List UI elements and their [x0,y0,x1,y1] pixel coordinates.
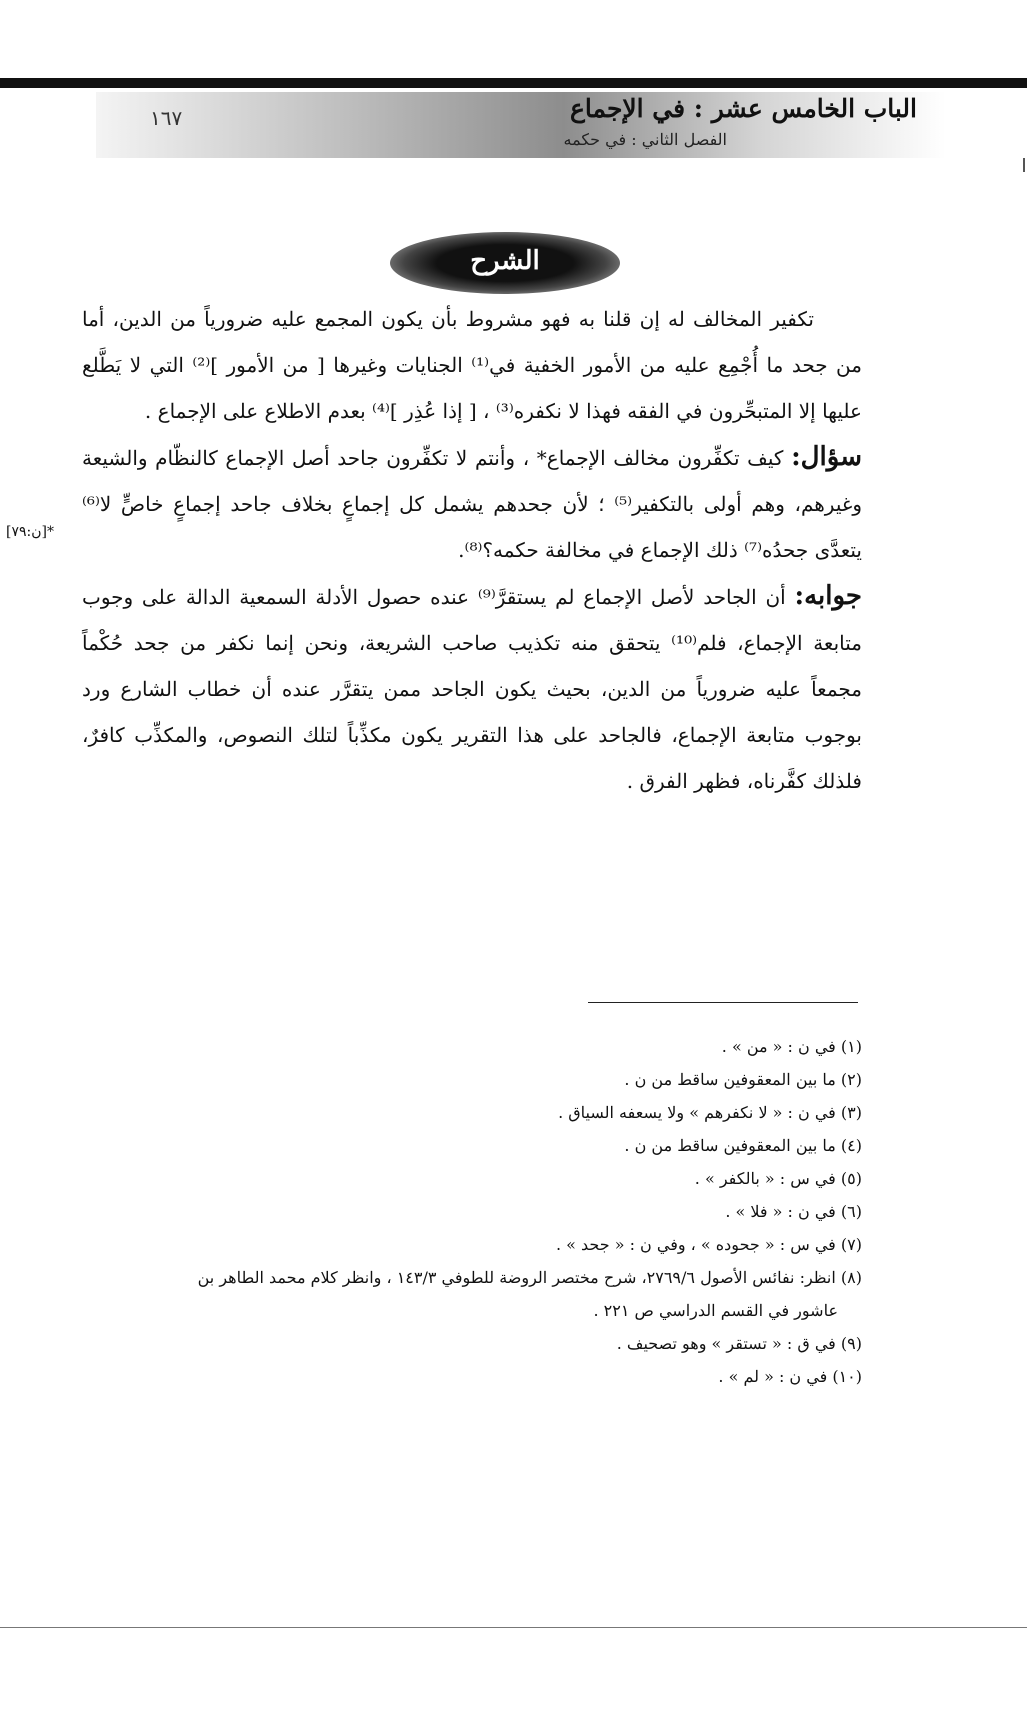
footnote-item: (٧) في س : « جحوده » ، وفي ن : « جحد » . [555,1235,862,1254]
footnote-item: (١) في ن : « من » . [721,1037,862,1056]
footnote-item: (٥) في س : « بالكفر » . [694,1169,862,1188]
question-label: سؤال: [791,442,862,472]
footnote-continuation: عاشور في القسم الدراسي ص ٢٢١ . [593,1301,838,1320]
page-number: ١٦٧ [150,106,183,130]
paragraph-answer [82,573,862,804]
paragraph-question [82,434,862,573]
answer-label: جوابه: [794,581,862,611]
footnote-item: (٢) ما بين المعقوفين ساقط من ن . [624,1070,862,1089]
paragraph-intro: تكفير المخالف له إن قلنا به فهو مشروط بأن يكون المجمع عليه ضرورياً من الدين، أما من جحد ما أُجْمِع عليه من الأمور الخفية في⁽¹⁾ الجنايات وغيرها [ من الأمور ]⁽²⁾ التي لا يَطَّلع عليها إلا المتبحِّرون في الفقه فهذا لا نكفره⁽³⁾ ، [ إذا عُذِر ]⁽⁴⁾ بعدم الاطلاع على الإجماع . [82,307,862,423]
footnote-item: (١٠) في ن : « لم » . [718,1367,862,1386]
question-text: كيف تكفِّرون مخالف الإجماع* ، وأنتم لا تكفِّرون جاحد أصل الإجماع كالنظّام والشيعة وغيرهم، وهم أولى بالتكفير⁽⁵⁾ ؛ لأن جحدهم يشمل كل إجماعٍ بخلاف جاحد إجماعٍ خاصٍّ لا⁽⁶⁾ يتعدَّى جحدُه⁽⁷⁾ ذلك الإجماع في مخالفة حكمه؟⁽⁸⁾. [82,446,862,562]
scan-mark [1023,158,1025,172]
footnote-separator [588,1002,858,1003]
margin-page-reference: [ن:٧٩]* [6,524,54,540]
answer-text: أن الجاحد لأصل الإجماع لم يستقرَّ⁽⁹⁾ عنده حصول الأدلة السمعية الدالة على وجوب متابعة الإجماع، فلم⁽¹⁰⁾ يتحقق منه تكذيب صاحب الشريعة، ونحن إنما نكفر من جحد حُكْماً مجمعاً عليه ضرورياً من الدين، بحيث يكون الجاحد ممن يتقرَّر عنده أن خطاب الشارع ورد بوجوب متابعة الإجماع، فالجاحد على هذا التقرير يكون مكذِّباً لتلك النصوص، والمكذِّب كافرٌ، فلذلك كفَّرناه، فظهر الفرق . [82,585,862,793]
section-heading-badge: الشرح [390,232,620,294]
footnote-item: (٣) في ن : « لا نكفرهم » ولا يسعفه السياق . [558,1103,862,1122]
footnote-item: (٤) ما بين المعقوفين ساقط من ن . [624,1136,862,1155]
chapter-title: الباب الخامس عشر : في الإجماع [569,94,917,123]
footnote-item: (٩) في ق : « تستقر » وهو تصحيف . [616,1334,862,1353]
footnote-item: (٦) في ن : « فلا » . [725,1202,862,1221]
top-rule [0,78,1027,88]
main-text [82,296,862,804]
section-title: الفصل الثاني : في حكمه [563,130,727,149]
footnote-item: (٨) انظر: نفائس الأصول ٢٧٦٩/٦، شرح مختصر الروضة للطوفي ١٤٣/٣ ، وانظر كلام محمد الطاهر بن [197,1268,862,1287]
bottom-rule [0,1627,1027,1628]
footnotes [82,1030,862,1393]
